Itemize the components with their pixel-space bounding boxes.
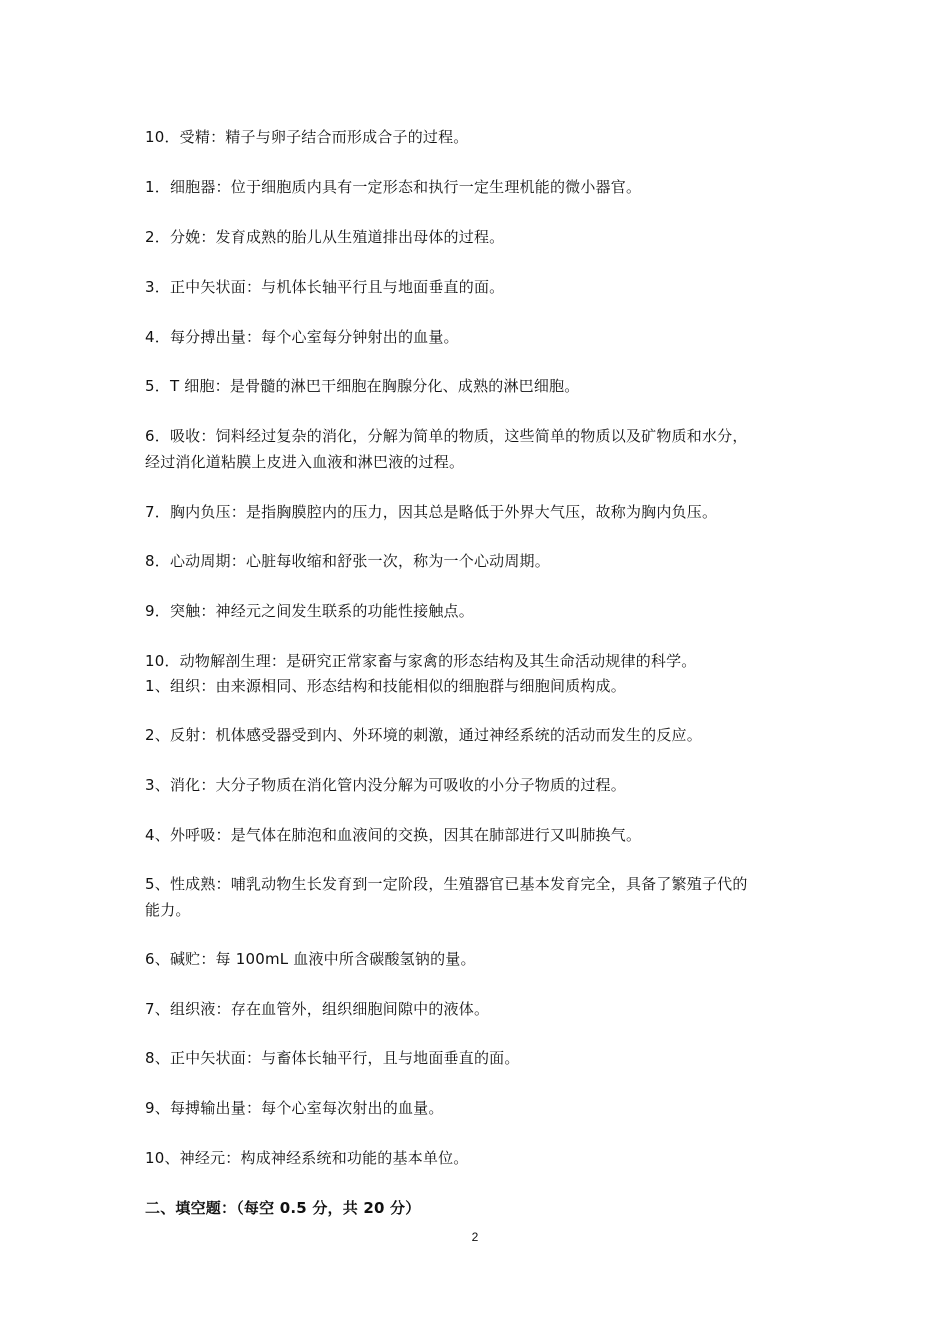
definition-line: 6、碱贮：每 100mL 血液中所含碳酸氢钠的量。 — [145, 950, 476, 968]
definition-line: 4．每分搏出量：每个心室每分钟射出的血量。 — [145, 328, 459, 346]
definition-line: 1．细胞器：位于细胞质内具有一定形态和执行一定生理机能的微小器官。 — [145, 178, 642, 196]
definition-line: 9．突触：神经元之间发生联系的功能性接触点。 — [145, 602, 474, 620]
definition-line: 5、性成熟：哺乳动物生长发育到一定阶段，生殖器官已基本发育完全，具备了繁殖子代的 — [145, 875, 748, 893]
definition-line: 8、正中矢状面：与畜体长轴平行，且与地面垂直的面。 — [145, 1049, 520, 1067]
definition-line: 5．T 细胞：是骨髓的淋巴干细胞在胸腺分化、成熟的淋巴细胞。 — [145, 377, 580, 395]
definition-line: 9、每搏输出量：每个心室每次射出的血量。 — [145, 1099, 444, 1117]
definition-line: 3、消化：大分子物质在消化管内没分解为可吸收的小分子物质的过程。 — [145, 776, 626, 794]
definition-line: 4、外呼吸：是气体在肺泡和血液间的交换，因其在肺部进行又叫肺换气。 — [145, 826, 642, 844]
definition-line-continued: 能力。 — [145, 901, 191, 919]
section-heading: 二、填空题：（每空 0.5 分，共 20 分） — [145, 1199, 421, 1217]
definition-line: 6．吸收：饲料经过复杂的消化，分解为简单的物质，这些简单的物质以及矿物质和水分， — [145, 427, 748, 445]
definition-line: 1、组织：由来源相同、形态结构和技能相似的细胞群与细胞间质构成。 — [145, 677, 626, 695]
definition-line: 2．分娩：发育成熟的胎儿从生殖道排出母体的过程。 — [145, 228, 505, 246]
definition-line: 10．动物解剖生理：是研究正常家畜与家禽的形态结构及其生命活动规律的科学。 — [145, 652, 697, 670]
definition-line: 7．胸内负压：是指胸膜腔内的压力，因其总是略低于外界大气压，故称为胸内负压。 — [145, 503, 718, 521]
definition-line: 10．受精：精子与卵子结合而形成合子的过程。 — [145, 128, 469, 146]
definition-line: 10、神经元：构成神经系统和功能的基本单位。 — [145, 1149, 469, 1167]
definition-line-continued: 经过消化道粘膜上皮进入血液和淋巴液的过程。 — [145, 453, 465, 471]
definition-line: 3．正中矢状面：与机体长轴平行且与地面垂直的面。 — [145, 278, 505, 296]
page-number: 2 — [471, 1230, 479, 1244]
definition-line: 2、反射：机体感受器受到内、外环境的刺激，通过神经系统的活动而发生的反应。 — [145, 726, 702, 744]
definition-line: 7、组织液：存在血管外，组织细胞间隙中的液体。 — [145, 1000, 490, 1018]
definition-line: 8．心动周期：心脏每收缩和舒张一次，称为一个心动周期。 — [145, 552, 550, 570]
